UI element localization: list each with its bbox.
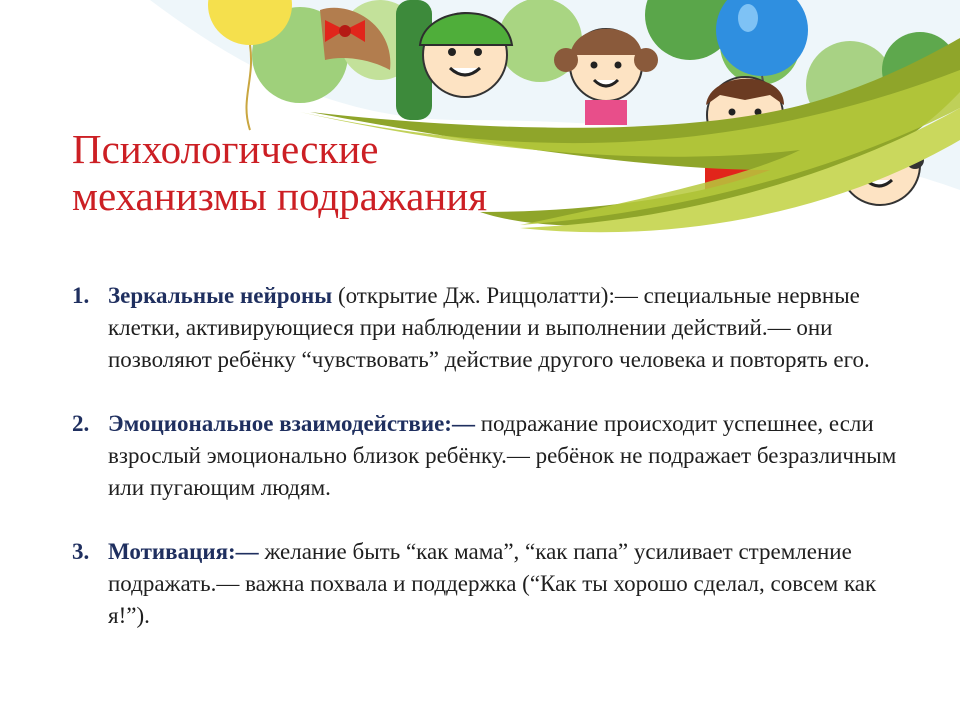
item-text: (открытие Дж. Риццолатти):— специальные нервные клетки, активирующиеся при наблюдении и выполнении действий.— они позволяют ребёнку “чувствовать” действие другого человека и повторять его. bbox=[108, 283, 870, 372]
item-number: 1. bbox=[72, 283, 90, 308]
slide-title-line-2: механизмы подражания bbox=[72, 173, 488, 219]
list-item bbox=[72, 408, 912, 504]
item-text: подражание происходит успешнее, если взрослый эмоционально близок ребёнку.— ребёнок не подражает безразличным или пугающим людям. bbox=[108, 411, 897, 500]
item-term: Мотивация:— bbox=[108, 539, 259, 564]
slide-title-line-1: Психологические bbox=[72, 126, 379, 172]
slide-title bbox=[72, 126, 487, 220]
item-term: Эмоциональное взаимодействие:— bbox=[108, 411, 475, 436]
mechanisms-list bbox=[72, 280, 912, 664]
item-number: 3. bbox=[72, 539, 90, 564]
item-term: Зеркальные нейроны bbox=[108, 283, 333, 308]
item-text: желание быть “как мама”, “как папа” усиливает стремление подражать.— важна похвала и поддержка (“Как ты хорошо сделал, совсем как я!”). bbox=[108, 539, 877, 628]
list-item bbox=[72, 280, 912, 376]
list-item bbox=[72, 536, 912, 632]
item-number: 2. bbox=[72, 411, 90, 436]
